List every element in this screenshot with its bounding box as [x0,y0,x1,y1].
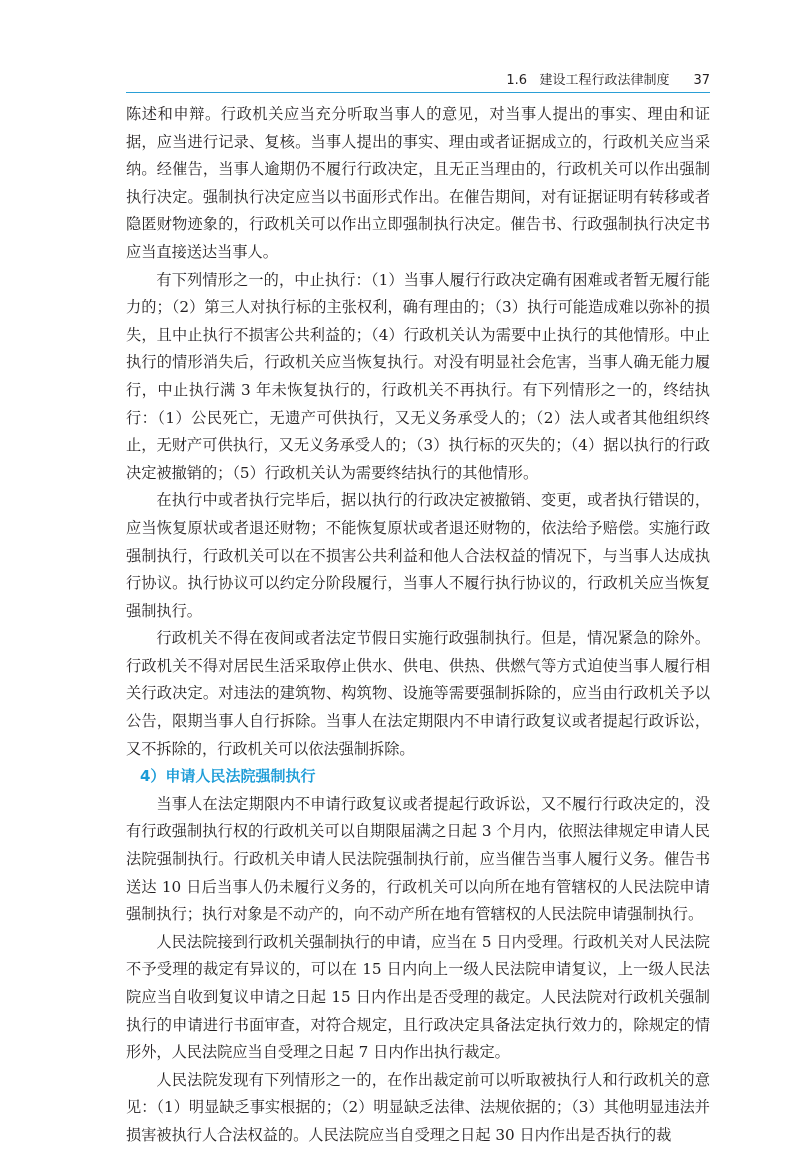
paragraph: 有下列情形之一的，中止执行：（1）当事人履行行政决定确有困难或者暂无履行能力的；（2）第三人对执行标的主张权利，确有理由的；（3）执行可能造成难以弥补的损失，且中止执行不损害公共利益的；（4）行政机关认为需要中止执行的其他情形。中止执行的情形消失后，行政机关应当恢复执行。对没有明显社会危害，当事人确无能力履行，中止执行满 3 年未恢复执行的，行政机关不再执行。有下列情形之一的，终结执行：（1）公民死亡，无遗产可供执行，又无义务承受人的；（2）法人或者其他组织终止，无财产可供执行，又无义务承受人的；（3）执行标的灭失的；（4）据以执行的行政决定被撤销的；（5）行政机关认为需要终结执行的其他情形。 [126,270,710,482]
header-section-title: 建设工程行政法律制度 [539,73,670,88]
page-header [126,62,710,88]
section-heading: 4）申请人民法院强制执行 [140,767,316,786]
page-number: 37 [693,73,710,88]
paragraph: 行政机关不得在夜间或者法定节假日实施行政强制执行。但是，情况紧急的除外。行政机关不得对居民生活采取停止供水、供电、供热、供燃气等方式迫使当事人履行相关行政决定。对违法的建筑物、构筑物、设施等需要强制拆除的，应当由行政机关予以公告，限期当事人自行拆除。当事人在法定期限内不申请行政复议或者提起行政诉讼，又不拆除的，行政机关可以依法强制拆除。 [126,629,710,758]
page-body [126,101,710,1150]
paragraph: 人民法院发现有下列情形之一的，在作出裁定前可以听取被执行人和行政机关的意见：（1）明显缺乏事实根据的；（2）明显缺乏法律、法规依据的；（3）其他明显违法并损害被执行人合法权益的。人民法院应当自受理之日起 30 日内作出是否执行的裁 [126,1070,710,1144]
paragraph: 当事人在法定期限内不申请行政复议或者提起行政诉讼，又不履行行政决定的，没有行政强制执行权的行政机关可以自期限届满之日起 3 个月内，依照法律规定申请人民法院强制执行。行政机关申请人民法院强制执行前，应当催告当事人履行义务。催告书送达 10 日后当事人仍未履行义务的，行政机关可以向所在地有管辖权的人民法院申请强制执行；执行对象是不动产的，向不动产所在地有管辖权的人民法院申请强制执行。 [126,794,710,924]
header-divider [126,92,710,93]
header-section [506,69,669,88]
paragraph: 人民法院接到行政机关强制执行的申请，应当在 5 日内受理。行政机关对人民法院不予受理的裁定有异议的，可以在 15 日内向上一级人民法院申请复议，上一级人民法院应当自收到复议申请之日起 15 日内作出是否受理的裁定。人民法院对行政机关强制执行的申请进行书面审查，对符合规定，且行政决定具备法定执行效力的，除规定的情形外，人民法院应当自受理之日起 7 日内作出执行裁定。 [126,932,710,1062]
paragraph: 陈述和申辩。行政机关应当充分听取当事人的意见，对当事人提出的事实、理由和证据，应当进行记录、复核。当事人提出的事实、理由或者证据成立的，行政机关应当采纳。经催告，当事人逾期仍不履行行政决定，且无正当理由的，行政机关可以作出强制执行决定。强制执行决定应当以书面形式作出。在催告期间，对有证据证明有转移或者隐匿财物迹象的，行政机关可以作出立即强制执行决定。催告书、行政强制执行决定书应当直接送达当事人。 [126,105,710,261]
header-section-number: 1.6 [506,73,528,88]
paragraph: 在执行中或者执行完毕后，据以执行的行政决定被撤销、变更，或者执行错误的，应当恢复原状或者退还财物；不能恢复原状或者退还财物的，依法给予赔偿。实施行政强制执行，行政机关可以在不损害公共利益和他人合法权益的情况下，与当事人达成执行协议。执行协议可以约定分阶段履行，当事人不履行执行协议的，行政机关应当恢复强制执行。 [126,491,710,620]
